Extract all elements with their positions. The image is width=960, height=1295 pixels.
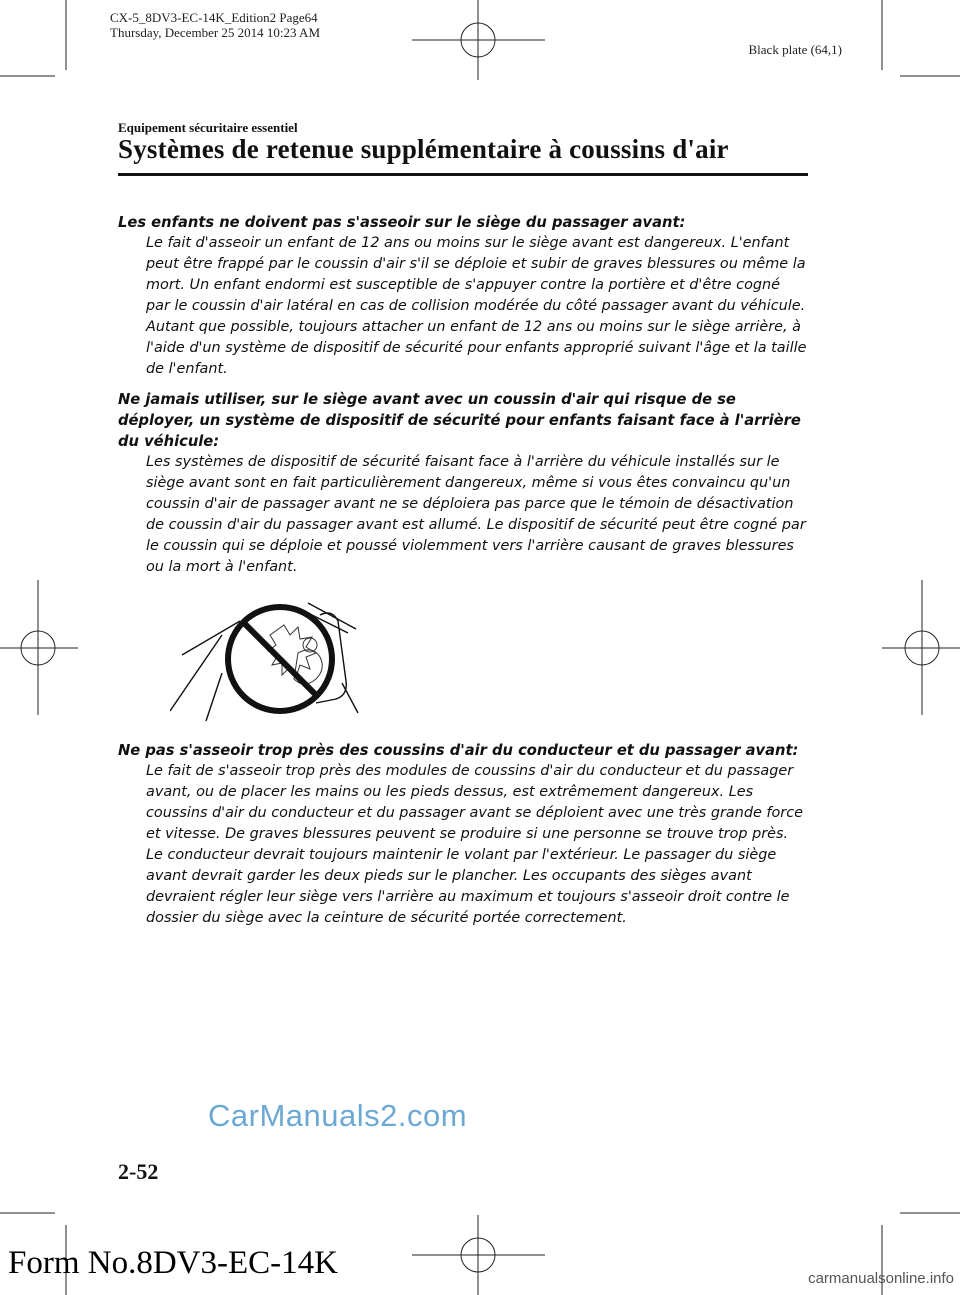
warning-body: Le fait d'asseoir un enfant de 12 ans ou moins sur le siège avant est dangereux. L'enfant peut être frappé par le coussin d'air s'il se déploie et subir de graves blessures ou même la mort. Un enfant endormi est susceptible de s'appuyer contre la portière et d'être cogné par le coussin d'air latéral en cas de collision modérée du côté passager avant du véhicule. Autant que possible, toujours attacher un enfant de 12 ans ou moins sur le siège arrière, à l'aide d'un système de dispositif de sécurité pour enfants approprié suivant l'âge et la taille de l'enfant. (146, 235, 807, 377)
warning-heading: Ne pas s'asseoir trop près des coussins d'air du conducteur et du passager avant: (118, 742, 799, 759)
footer-site-link[interactable]: carmanualsonline.info (808, 1270, 954, 1287)
warning-child-front-seat (118, 212, 808, 380)
watermark: CarManuals2.com (208, 1098, 468, 1133)
plate-info: Black plate (64,1) (748, 42, 842, 57)
printer-info (110, 10, 320, 40)
page-content (118, 212, 808, 938)
warning-rear-facing-seat (118, 389, 808, 578)
warning-heading: Ne jamais utiliser, sur le siège avant avec un coussin d'air qui risque de se déployer, un système de dispositif de sécurité pour enfants faisant face à l'arrière du véhicule: (118, 391, 801, 450)
printer-line-2: Thursday, December 25 2014 10:23 AM (110, 25, 321, 40)
form-number: Form No.8DV3-EC-14K (8, 1245, 338, 1281)
warning-body: Les systèmes de dispositif de sécurité faisant face à l'arrière du véhicule installés sur le siège avant sont en fait particulièrement dangereux, même si vous êtes convaincu qu'un coussin d'air de passager avant ne se déploiera pas parce que le témoin de désactivation de coussin d'air du passager avant est allumé. Le dispositif de sécurité peut être cogné par le coussin qui se déploie et poussé violemment vers l'arrière causant de graves blessures ou la mort à l'enfant. (146, 454, 806, 575)
prohibited-child-seat-illustration (170, 593, 405, 723)
warning-body: Le fait de s'asseoir trop près des modules de coussins d'air du conducteur et du passager avant, ou de placer les mains ou les pieds dessus, est extrêmement dangereux. Les coussins d'air du conducteur et du passager avant se déploient avec une très grande force et vitesse. De graves blessures peuvent se produire si une personne se trouve trop près. Le conducteur devrait toujours maintenir le volant par l'extérieur. Le passager du siège avant devrait garder les deux pieds sur le plancher. Les occupants des sièges avant devraient régler leur siège vers l'arrière au maximum et toujours s'asseoir droit contre le dossier du siège avec la ceinture de sécurité portée correctement. (146, 763, 803, 926)
title-rule (118, 173, 808, 176)
warning-heading: Les enfants ne doivent pas s'asseoir sur le siège du passager avant: (118, 214, 686, 231)
warning-sit-too-close (118, 740, 808, 929)
page-title: Systèmes de retenue supplémentaire à coussins d'air (118, 134, 729, 164)
section-label: Equipement sécuritaire essentiel (118, 120, 298, 135)
printer-line-1: CX-5_8DV3-EC-14K_Edition2 Page64 (110, 10, 318, 25)
page-number: 2-52 (118, 1159, 159, 1184)
